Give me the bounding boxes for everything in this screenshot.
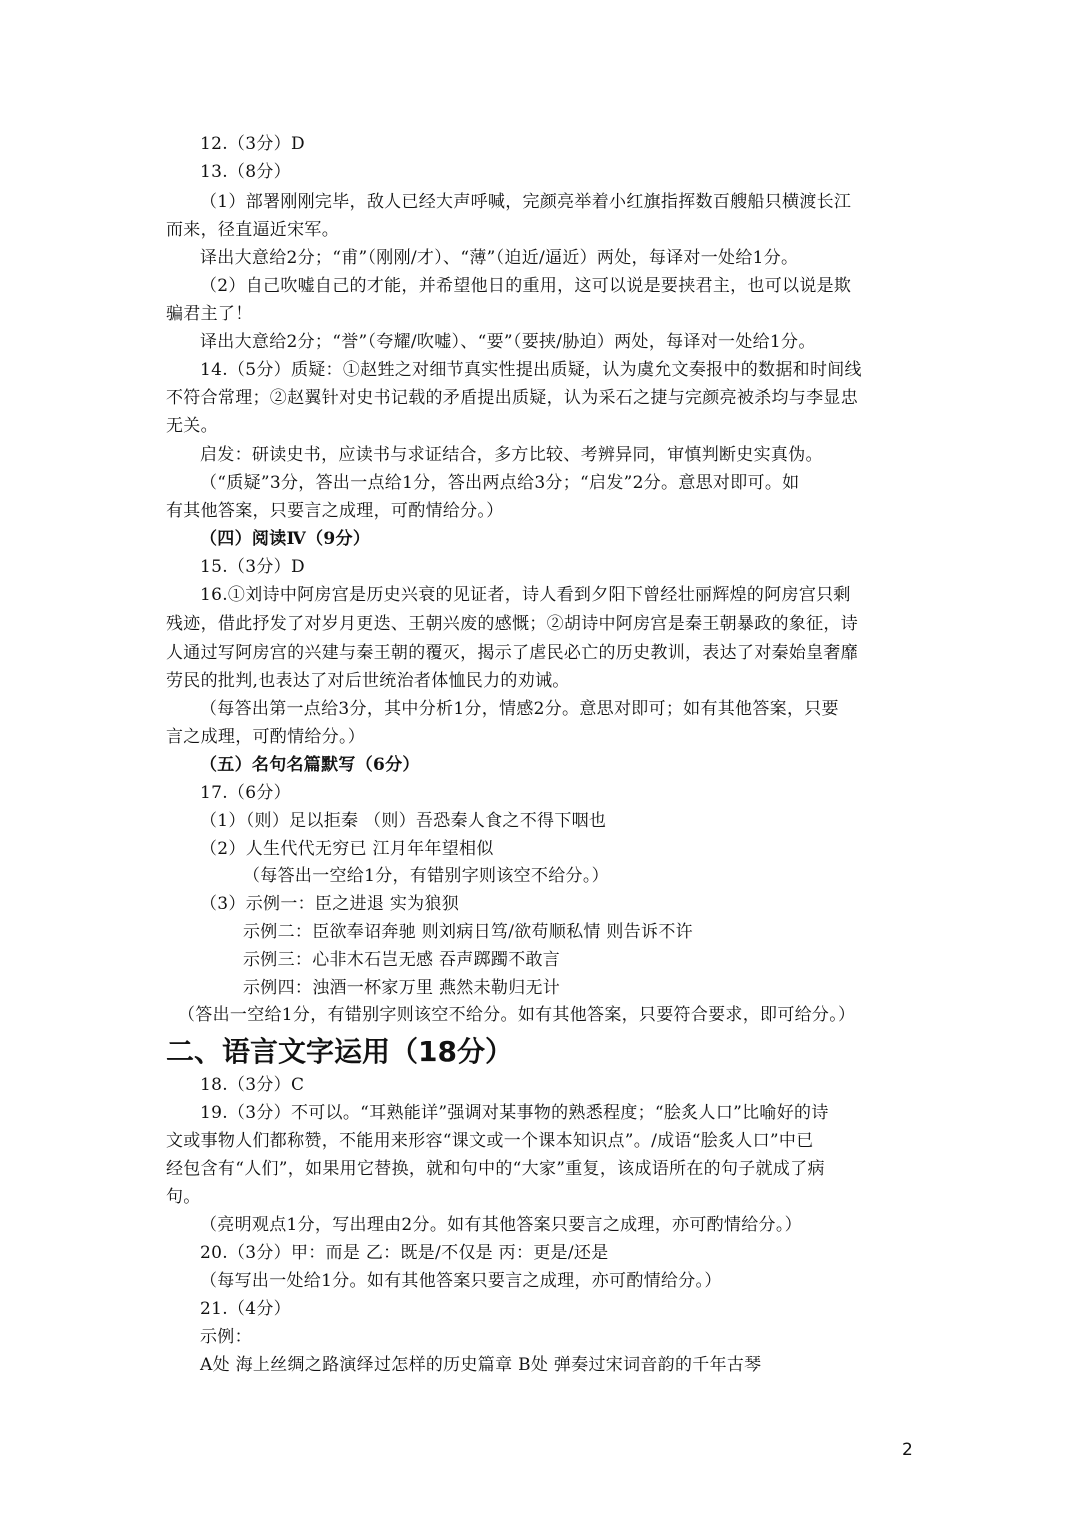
answer-13-header: 13.（8分） xyxy=(200,162,291,182)
answer-15: 15.（3分）D xyxy=(200,557,305,577)
answer-16-line3: 人通过写阿房宫的兴建与秦王朝的覆灭，揭示了虐民必亡的历史教训，表达了对秦始皇奢靡 xyxy=(166,643,858,663)
scoring-13-2: 译出大意给2分；“誉”（夸耀/吹嘘）、“要”（要挟/胁迫）两处，每译对一处给1分。 xyxy=(200,332,816,352)
answer-21-example: A处 海上丝绸之路演绎过怎样的历史篇章 B处 弹奏过宋词音韵的千年古琴 xyxy=(200,1355,762,1375)
answer-17-3-example3: 示例三：心非木石岂无感 吞声踯躅不敢言 xyxy=(243,950,561,970)
answer-16-line4: 劳民的批判,也表达了对后世统治者体恤民力的劝诫。 xyxy=(166,671,570,691)
scoring-14-line1: （“质疑”3分，答出一点给1分，答出两点给3分；“启发”2分。意思对即可。如 xyxy=(200,473,800,493)
scoring-19: （亮明观点1分，写出理由2分。如有其他答案只要言之成理，亦可酌情给分。） xyxy=(200,1215,802,1235)
answer-20: 20.（3分）甲：而是 乙：既是/不仅是 丙：更是/还是 xyxy=(200,1243,609,1263)
answer-13-2-line1: （2）自己吹嘘自己的才能，并希望他日的重用，这可以说是要挟君主，也可以说是欺 xyxy=(200,276,852,296)
answer-21-header: 21.（4分） xyxy=(200,1299,291,1319)
answer-17-header: 17.（6分） xyxy=(200,783,291,803)
answer-14-line3: 无关。 xyxy=(166,416,218,436)
scoring-13-1: 译出大意给2分；“甫”（刚刚/才）、“薄”（迫近/逼近）两处，每译对一处给1分。 xyxy=(200,248,799,268)
section-heading-language: 二、语言文字运用（18分） xyxy=(166,1035,513,1068)
scoring-17-3: （答出一空给1分，有错别字则该空不给分。如有其他答案，只要符合要求，即可给分。） xyxy=(178,1005,856,1025)
answer-13-1-line1: （1）部署刚刚完毕，敌人已经大声呼喊，完颜亮举着小红旗指挥数百艘船只横渡长江 xyxy=(200,192,852,212)
answer-12: 12.（3分）D xyxy=(200,134,305,154)
answer-17-3-example4: 示例四：浊酒一杯家万里 燕然未勒归无计 xyxy=(243,978,561,998)
answer-19-line4: 句。 xyxy=(166,1187,201,1207)
answer-17-1: （1）（则）足以拒秦 （则）吾恐秦人食之不得下咽也 xyxy=(200,811,607,831)
answer-14-line1: 14.（5分）质疑：①赵甡之对细节真实性提出质疑，认为虞允文奏报中的数据和时间线 xyxy=(200,360,862,380)
scoring-20: （每写出一处给1分。如有其他答案只要言之成理，亦可酌情给分。） xyxy=(200,1271,722,1291)
answer-16-line1: 16.①刘诗中阿房宫是历史兴衰的见证者，诗人看到夕阳下曾经壮丽辉煌的阿房宫只剩 xyxy=(200,585,851,605)
answer-13-2-line2: 骗君主了！ xyxy=(166,304,253,324)
section-recitation: （五）名句名篇默写（6分） xyxy=(200,755,420,775)
page-number: 2 xyxy=(902,1440,913,1460)
answer-18: 18.（3分）C xyxy=(200,1075,305,1095)
answer-19-line1: 19.（3分）不可以。“耳熟能详”强调对某事物的熟悉程度；“脍炙人口”比喻好的诗 xyxy=(200,1103,829,1123)
answer-17-3-example1: （3）示例一：臣之进退 实为狼狈 xyxy=(200,894,460,914)
answer-21-example-label: 示例： xyxy=(200,1327,252,1347)
scoring-16-line2: 言之成理，可酌情给分。） xyxy=(166,727,366,747)
answer-17-3-example2: 示例二：臣欲奉诏奔驰 则刘病日笃/欲苟顺私情 则告诉不许 xyxy=(243,922,693,942)
answer-14-line2: 不符合常理；②赵翼针对史书记载的矛盾提出质疑，认为采石之捷与完颜亮被杀均与李显忠 xyxy=(166,388,858,408)
scoring-17-2: （每答出一空给1分，有错别字则该空不给分。） xyxy=(243,866,609,886)
section-reading-4: （四）阅读Ⅳ（9分） xyxy=(200,529,371,549)
answer-17-2: （2）人生代代无穷已 江月年年望相似 xyxy=(200,839,494,859)
answer-16-line2: 残迹，借此抒发了对岁月更迭、王朝兴废的感慨；②胡诗中阿房宫是秦王朝暴政的象征，诗 xyxy=(166,614,858,634)
scoring-14-line2: 有其他答案，只要言之成理，可酌情给分。） xyxy=(166,501,504,521)
answer-19-line3: 经包含有“人们”，如果用它替换，就和句中的“大家”重复，该成语所在的句子就成了病 xyxy=(166,1159,825,1179)
answer-19-line2: 文或事物人们都称赞，不能用来形容“课文或一个课本知识点”。/成语“脍炙人口”中已 xyxy=(166,1131,814,1151)
scoring-16-line1: （每答出第一点给3分，其中分析1分，情感2分。意思对即可；如有其他答案，只要 xyxy=(200,699,839,719)
answer-13-1-line2: 而来，径直逼近宋军。 xyxy=(166,220,339,240)
answer-14-inspiration: 启发：研读史书，应读书与求证结合，多方比较、考辨异同，审慎判断史实真伪。 xyxy=(200,445,823,465)
